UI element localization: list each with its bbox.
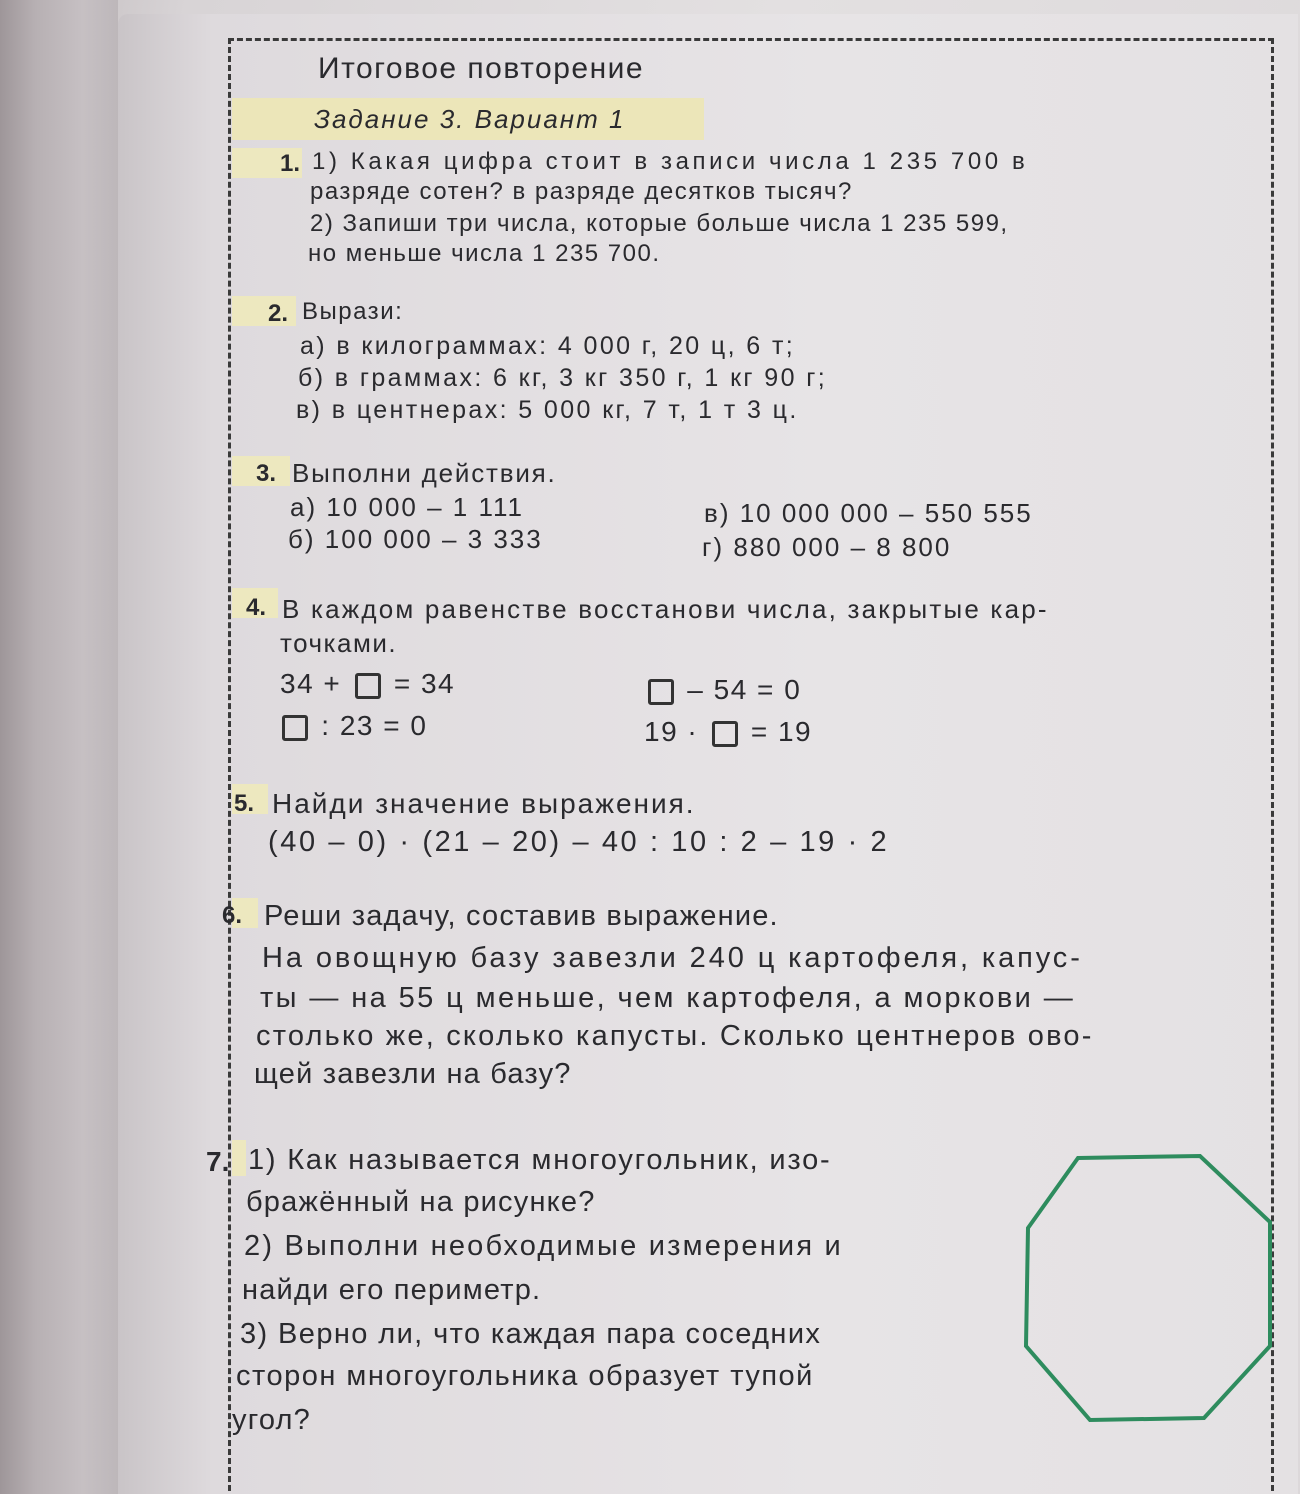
task2-number: 2. [268, 300, 289, 327]
task7-line5: 3) Верно ли, что каждая пара соседних [240, 1318, 822, 1350]
task1-line3: 2) Запиши три числа, которые больше числа 1 235 599, [310, 210, 1009, 237]
task5-number: 5. [234, 790, 255, 817]
task4-eq1-right: = 34 [393, 668, 456, 699]
task2-title: Вырази: [302, 298, 404, 325]
task4-line2: точками. [280, 628, 398, 658]
task1-line2: разряде сотен? в разряде десятков тысяч? [310, 178, 853, 205]
variant-label: Задание 3. Вариант 1 [314, 104, 626, 134]
task3-title: Выполни действия. [292, 458, 557, 488]
task7-line4: найди его периметр. [242, 1274, 542, 1306]
task3-a: а) 10 000 – 1 111 [290, 492, 524, 522]
task7-line7: угол? [232, 1404, 311, 1436]
task3-d: г) 880 000 – 8 800 [702, 532, 952, 562]
task4-eq2-right: : 23 = 0 [321, 710, 428, 741]
task4-eq4-right: = 19 [750, 716, 813, 747]
octagon-shape [1026, 1156, 1270, 1420]
task6-line1: На овощную базу завезли 240 ц картофеля, капус- [262, 942, 1083, 974]
task4-eq4-left: 19 · [644, 716, 699, 747]
task7-line3: 2) Выполни необходимые измерения и [244, 1230, 843, 1262]
task1-line4: но меньше числа 1 235 700. [308, 240, 661, 267]
task4-eq1 [280, 668, 455, 700]
task4-eq2 [278, 710, 427, 742]
task7-number: 7. [206, 1146, 230, 1177]
hidden-card-box-1 [355, 673, 381, 699]
hidden-card-box-4 [712, 721, 738, 747]
task4-eq3 [644, 674, 801, 706]
task6-line2: ты — на 55 ц меньше, чем картофеля, а моркови — [260, 982, 1076, 1014]
task1-number: 1. [280, 150, 301, 177]
task7-line2: бражённый на рисунке? [246, 1186, 596, 1218]
task2-c: в) в центнерах: 5 000 кг, 7 т, 1 т 3 ц. [296, 396, 799, 424]
octagon-figure [1020, 1150, 1276, 1426]
task1-line1: 1) Какая цифра стоит в записи числа 1 235 700 в [312, 148, 1029, 175]
task4-line1: В каждом равенстве восстанови числа, закрытые кар- [282, 594, 1049, 624]
task7-highlight [232, 1140, 246, 1176]
hidden-card-box-2 [282, 715, 308, 741]
task7-line1: 1) Как называется многоугольник, изо- [248, 1144, 832, 1176]
task6-line3: столько же, сколько капусты. Сколько центнеров ово- [256, 1020, 1094, 1052]
task2-b: б) в граммах: 6 кг, 3 кг 350 г, 1 кг 90 г; [298, 364, 828, 392]
task4-number: 4. [246, 594, 267, 621]
task5-expression: (40 – 0) · (21 – 20) – 40 : 10 : 2 – 19 · 2 [268, 826, 890, 858]
task4-eq3-right: – 54 = 0 [687, 674, 802, 705]
hidden-card-box-3 [648, 679, 674, 705]
task3-c: в) 10 000 000 – 550 555 [704, 498, 1033, 528]
task6-title: Реши задачу, составив выражение. [264, 900, 779, 932]
task7-line6: сторон многоугольника образует тупой [236, 1360, 814, 1392]
section-title: Итоговое повторение [318, 52, 645, 85]
task5-title: Найди значение выражения. [272, 788, 696, 819]
task2-a: а) в килограммах: 4 000 г, 20 ц, 6 т; [300, 332, 796, 360]
task3-b: б) 100 000 – 3 333 [288, 524, 543, 554]
book-page-edge [0, 0, 118, 1494]
task4-eq1-left: 34 + [280, 668, 342, 699]
task6-number: 6. [222, 902, 243, 929]
task6-line4: щей завезли на базу? [254, 1058, 572, 1090]
task4-eq4 [644, 716, 812, 748]
task3-number: 3. [256, 460, 277, 487]
